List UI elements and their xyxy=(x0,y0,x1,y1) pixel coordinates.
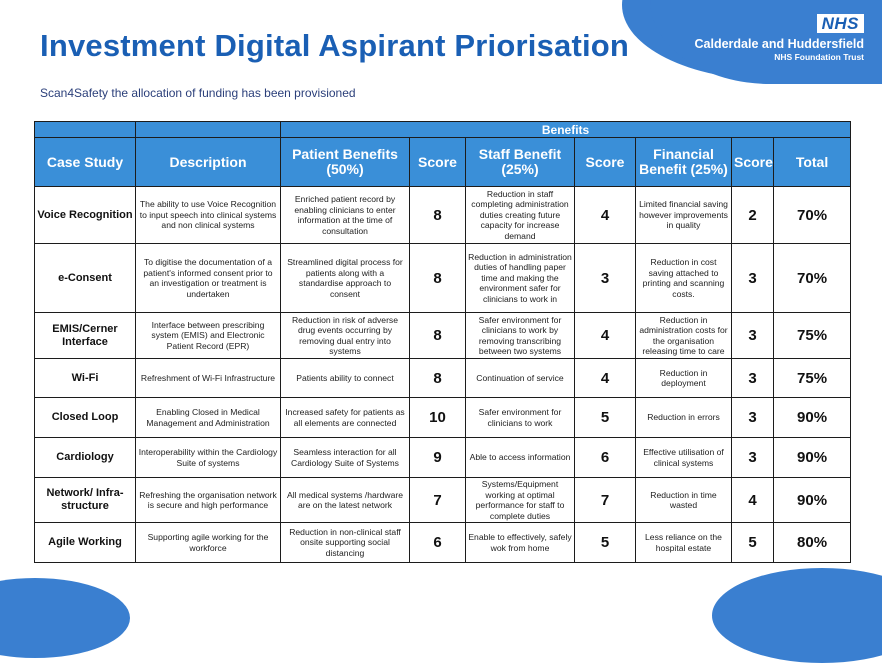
financial-score-cell: 3 xyxy=(732,438,774,478)
table-row xyxy=(35,244,851,313)
patient-benefit-cell: Reduction in risk of adverse drug events occurring by removing dual entry into systems xyxy=(281,313,410,359)
table-row xyxy=(35,438,851,478)
trust-subtitle: NHS Foundation Trust xyxy=(774,52,864,62)
staff-score-cell: 5 xyxy=(575,523,636,563)
table-row xyxy=(35,187,851,244)
staff-score-cell: 5 xyxy=(575,398,636,438)
description-cell: Interoperability within the Cardiology Suite of systems xyxy=(136,438,281,478)
case-study-cell: Closed Loop xyxy=(35,398,136,438)
total-cell: 70% xyxy=(774,244,851,313)
table-row xyxy=(35,359,851,398)
patient-benefit-cell: Streamlined digital process for patients along with a standardise approach to consent xyxy=(281,244,410,313)
financial-score-cell: 2 xyxy=(732,187,774,244)
financial-score-cell: 5 xyxy=(732,523,774,563)
case-study-cell: Wi-Fi xyxy=(35,359,136,398)
staff-benefit-cell: Reduction in administration duties of handling paper time and making the environment safer for clinicians to work in xyxy=(466,244,575,313)
patient-score-cell: 8 xyxy=(410,187,466,244)
patient-score-cell: 10 xyxy=(410,398,466,438)
description-cell: Interface between prescribing system (EMIS) and Electronic Patient Record (EPR) xyxy=(136,313,281,359)
description-cell: The ability to use Voice Recognition to input speech into clinical systems and non clinical systems xyxy=(136,187,281,244)
column-header-financial-score: Score xyxy=(732,138,774,187)
column-header-case-study: Case Study xyxy=(35,138,136,187)
column-header-patient-score: Score xyxy=(410,138,466,187)
table-row xyxy=(35,398,851,438)
total-cell: 90% xyxy=(774,398,851,438)
trust-name: Calderdale and Huddersfield xyxy=(694,37,864,51)
staff-benefit-cell: Reduction in staff completing administration duties creating future capacity for increase demand xyxy=(466,187,575,244)
patient-benefit-cell: Enriched patient record by enabling clinicians to enter information at the time of consultation xyxy=(281,187,410,244)
financial-benefit-cell: Reduction in deployment xyxy=(636,359,732,398)
staff-score-cell: 4 xyxy=(575,187,636,244)
patient-score-cell: 9 xyxy=(410,438,466,478)
financial-benefit-cell: Reduction in administration costs for the organisation releasing time to care xyxy=(636,313,732,359)
patient-score-cell: 8 xyxy=(410,313,466,359)
nhs-logo: NHS xyxy=(817,14,864,33)
financial-score-cell: 3 xyxy=(732,398,774,438)
description-cell: To digitise the documentation of a patient's informed consent prior to an investigation or treatment is undertaken xyxy=(136,244,281,313)
case-study-cell: EMIS/Cerner Interface xyxy=(35,313,136,359)
patient-benefit-cell: Patients ability to connect xyxy=(281,359,410,398)
case-study-cell: Network/ Infra-structure xyxy=(35,478,136,523)
staff-score-cell: 4 xyxy=(575,359,636,398)
staff-benefit-cell: Continuation of service xyxy=(466,359,575,398)
patient-score-cell: 7 xyxy=(410,478,466,523)
description-cell: Refreshing the organisation network is secure and high performance xyxy=(136,478,281,523)
total-cell: 90% xyxy=(774,478,851,523)
header-blank-description xyxy=(136,122,281,138)
case-study-cell: Cardiology xyxy=(35,438,136,478)
financial-benefit-cell: Effective utilisation of clinical systems xyxy=(636,438,732,478)
column-header-total: Total xyxy=(774,138,851,187)
table-row xyxy=(35,478,851,523)
patient-benefit-cell: Reduction in non-clinical staff onsite supporting social distancing xyxy=(281,523,410,563)
staff-benefit-cell: Systems/Equipment working at optimal performance for staff to complete duties xyxy=(466,478,575,523)
financial-score-cell: 4 xyxy=(732,478,774,523)
staff-score-cell: 4 xyxy=(575,313,636,359)
priorisation-table xyxy=(34,121,851,563)
description-cell: Enabling Closed in Medical Management and Administration xyxy=(136,398,281,438)
financial-benefit-cell: Reduction in errors xyxy=(636,398,732,438)
financial-score-cell: 3 xyxy=(732,244,774,313)
total-cell: 75% xyxy=(774,313,851,359)
patient-benefit-cell: Seamless interaction for all Cardiology Suite of Systems xyxy=(281,438,410,478)
staff-benefit-cell: Able to access information xyxy=(466,438,575,478)
case-study-cell: Voice Recognition xyxy=(35,187,136,244)
financial-benefit-cell: Reduction in time wasted xyxy=(636,478,732,523)
patient-benefit-cell: Increased safety for patients as all elements are connected xyxy=(281,398,410,438)
column-header-staff-benefit: Staff Benefit (25%) xyxy=(466,138,575,187)
column-header-patient-benefits: Patient Benefits (50%) xyxy=(281,138,410,187)
staff-score-cell: 3 xyxy=(575,244,636,313)
footer-decoration-left xyxy=(0,578,130,658)
footer-decoration-right xyxy=(712,568,882,663)
financial-score-cell: 3 xyxy=(732,359,774,398)
total-cell: 80% xyxy=(774,523,851,563)
trust-branding xyxy=(664,14,864,62)
financial-benefit-cell: Limited financial saving however improvements in quality xyxy=(636,187,732,244)
table-row xyxy=(35,313,851,359)
case-study-cell: Agile Working xyxy=(35,523,136,563)
table-row xyxy=(35,523,851,563)
header-blank-case xyxy=(35,122,136,138)
financial-benefit-cell: Reduction in cost saving attached to printing and scanning costs. xyxy=(636,244,732,313)
total-cell: 75% xyxy=(774,359,851,398)
description-cell: Refreshment of Wi-Fi Infrastructure xyxy=(136,359,281,398)
column-header-staff-score: Score xyxy=(575,138,636,187)
page-subtitle: Scan4Safety the allocation of funding has been provisioned xyxy=(40,86,356,100)
description-cell: Supporting agile working for the workforce xyxy=(136,523,281,563)
staff-benefit-cell: Safer environment for clinicians to work xyxy=(466,398,575,438)
staff-benefit-cell: Safer environment for clinicians to work by removing transcribing between two systems xyxy=(466,313,575,359)
benefits-group-header: Benefits xyxy=(281,122,851,138)
staff-score-cell: 7 xyxy=(575,478,636,523)
total-cell: 90% xyxy=(774,438,851,478)
column-header-financial-benefit: Financial Benefit (25%) xyxy=(636,138,732,187)
case-study-cell: e-Consent xyxy=(35,244,136,313)
patient-score-cell: 8 xyxy=(410,359,466,398)
total-cell: 70% xyxy=(774,187,851,244)
staff-score-cell: 6 xyxy=(575,438,636,478)
financial-score-cell: 3 xyxy=(732,313,774,359)
patient-score-cell: 6 xyxy=(410,523,466,563)
column-header-description: Description xyxy=(136,138,281,187)
staff-benefit-cell: Enable to effectively, safely wok from home xyxy=(466,523,575,563)
patient-score-cell: 8 xyxy=(410,244,466,313)
page-title: Investment Digital Aspirant Priorisation xyxy=(40,28,630,63)
financial-benefit-cell: Less reliance on the hospital estate xyxy=(636,523,732,563)
patient-benefit-cell: All medical systems /hardware are on the latest network xyxy=(281,478,410,523)
